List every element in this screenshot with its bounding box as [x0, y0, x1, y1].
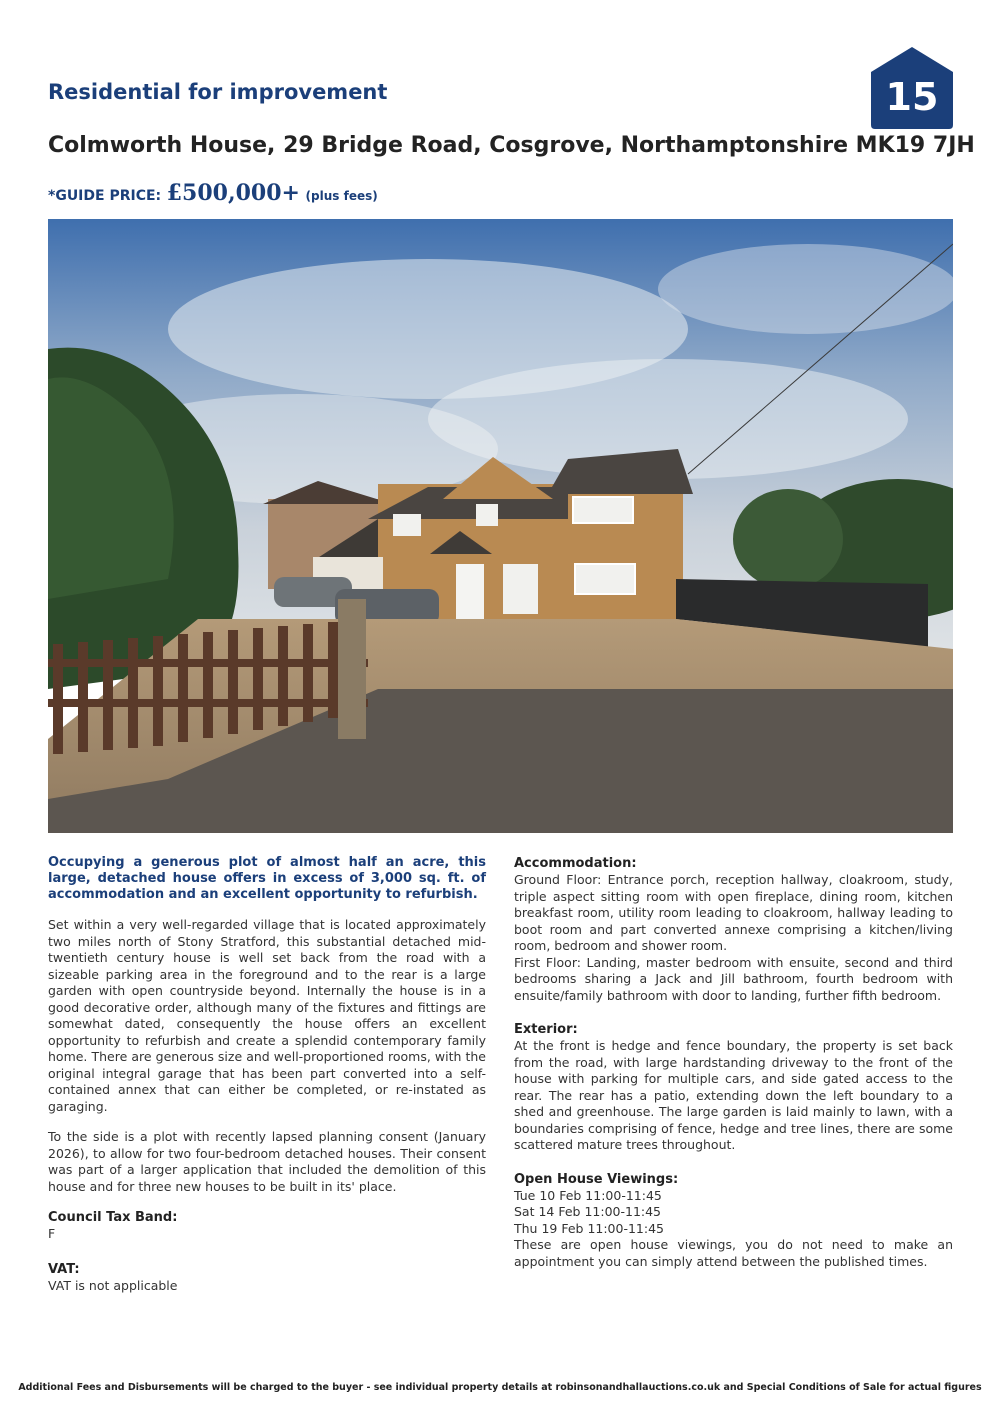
exterior-text: At the front is hedge and fence boundary, the property is set back from the road, with large hardstanding driveway to the front of the house with parking for multiple cars, and side gated access to the rear. The rear has a patio, extending down the left boundary to a shed and greenhouse. The large garden is laid mainly to lawn, with a boundaries comprising of fence, hedge and tree lines, there are some scattered mature trees throughout. [514, 1038, 953, 1152]
property-photo [48, 219, 953, 833]
guide-price-label: *GUIDE PRICE: [48, 188, 162, 204]
viewing-slot: Tue 10 Feb 11:00-11:45 [514, 1187, 662, 1203]
viewings-note: These are open house viewings, you do not need to make an appointment you can simply attend between the published times. [514, 1237, 953, 1269]
details-column [514, 855, 953, 1270]
guide-price-note: (plus fees) [305, 189, 378, 203]
council-tax-value: F [48, 1226, 56, 1241]
vat-value: VAT is not applicable [48, 1277, 178, 1293]
footer-disclaimer: Additional Fees and Disbursements will be charged to the buyer - see individual property details at robinsonandhallauctions.co.uk and Special Conditions of Sale for actual figures [18, 1382, 982, 1393]
exterior-heading: Exterior: [514, 1022, 578, 1037]
viewing-slot: Thu 19 Feb 11:00-11:45 [514, 1220, 664, 1236]
vat-heading: VAT: [48, 1261, 80, 1277]
viewing-slot: Sat 14 Feb 11:00-11:45 [514, 1204, 662, 1219]
ground-floor-text: Ground Floor: Entrance porch, reception hallway, cloakroom, study, triple aspect sitting room with open fireplace, dining room, kitchen breakfast room, utility room leading to cloakroom, hallway leading to boot room and part converted annexe comprising a kitchen/living room, bedroom and shower room. [514, 872, 953, 953]
viewings-heading: Open House Viewings: [514, 1171, 679, 1187]
lot-badge [871, 47, 953, 129]
property-category: Residential for improvement [48, 80, 388, 104]
property-address: Colmworth House, 29 Bridge Road, Cosgrove, Northamptonshire MK19 7JH [48, 133, 975, 158]
guide-price [48, 180, 378, 206]
description-paragraph-2: To the side is a plot with recently lapsed planning consent (January 2026), to allow for two four-bedroom detached houses. Their consent was part of a larger application that included the demolition of this house and for three new houses to be built in its' place. [48, 1129, 486, 1194]
council-tax-heading: Council Tax Band: [48, 1210, 178, 1225]
first-floor-text: First Floor: Landing, master bedroom with ensuite, second and third bedrooms sharing a Jack and Jill bathroom, fourth bedroom with ensuite/family bathroom with door to landing, further fifth bedroom. [514, 954, 953, 1003]
description-column [48, 855, 486, 1312]
description-paragraph-1: Set within a very well-regarded village that is located approximately two miles north of Stony Stratford, this substantial detached mid-twentieth century house is well set back from the road with a sizeable parking area in the foreground and to the rear is a large garden with open countryside beyond. Internally the house is in a good decorative order, although many of the fixtures and fittings are somewhat dated, consequently the house offers an excellent opportunity to refurbish and create a splendid contemporary family home. There are generous size and well-proportioned rooms, with the original integral garage that has been part converted into a self-contained annex that can either be completed, or re-instated as garaging. [48, 917, 486, 1114]
guide-price-value: £500,000+ [166, 180, 300, 206]
lead-paragraph: Occupying a generous plot of almost half an acre, this large, detached house offers in excess of 3,000 sq. ft. of accommodation and an excellent opportunity to refurbish. [48, 855, 486, 902]
accommodation-heading: Accommodation: [514, 856, 637, 871]
lot-number: 15 [885, 75, 939, 119]
